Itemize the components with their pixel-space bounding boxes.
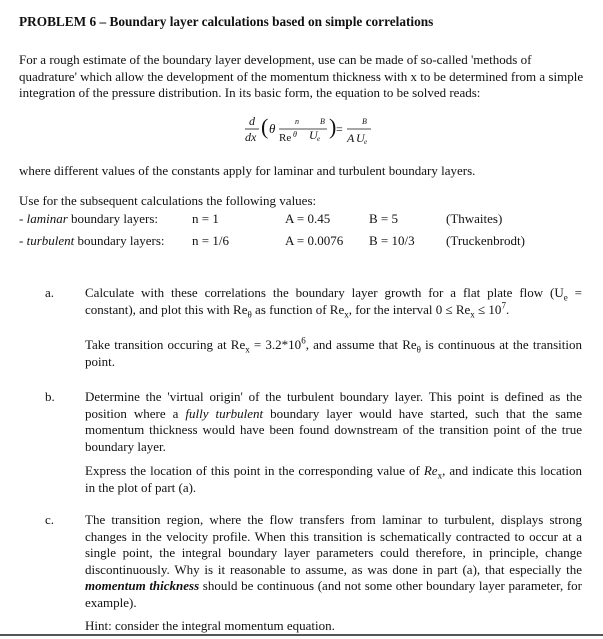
eq-right-paren: )	[329, 114, 337, 139]
item-b-paragraph-1: Determine the 'virtual origin' of the turbulent boundary layer. This point is defined as the position where a fully turbulent boundary layer would have started, such that the same momentum thickness would have been found downstream of the transition point of the true boundary layer.	[85, 389, 582, 454]
eq-d: d	[249, 114, 255, 128]
item-c-label: c.	[45, 512, 55, 527]
turbulent-b: B = 10/3	[369, 233, 415, 248]
eq-dx: dx	[245, 130, 257, 144]
eq-u: U	[309, 128, 318, 142]
turbulent-label: - turbulent boundary layers:	[19, 233, 165, 248]
problem-title: PROBLEM 6 – Boundary layer calculations based on simple correlations	[19, 14, 434, 29]
eq-rhs-u: U	[356, 131, 365, 145]
use-values-text: Use for the subsequent calculations the following values:	[19, 193, 317, 208]
item-a-paragraph-1: Calculate with these correlations the boundary layer growth for a flat plate flow ($U_e$ = constant), and plot this with $Re_\theta$ as function of $Re_x$, for the interval $0 \le Re_x \le 10^7$.	[85, 285, 582, 320]
turbulent-n: n = 1/6	[192, 233, 229, 248]
item-a-paragraph-2: Take transition occuring at $Re_x = 3.2*10^6$, and assume that $Re_\theta$ is continuous at the transition point.	[85, 335, 582, 369]
eq-theta-1: θ	[269, 121, 276, 136]
eq-u-sub: e	[317, 135, 321, 143]
turbulent-a: A = 0.0076	[285, 233, 344, 248]
turbulent-ref: (Truckenbrodt)	[446, 233, 525, 248]
eq-equals: =	[336, 122, 343, 136]
laminar-label: - laminar boundary layers:	[19, 211, 159, 226]
eq-n-sup: n	[295, 117, 299, 126]
eq-theta-sub: θ	[293, 130, 297, 139]
quadrature-equation	[243, 112, 373, 152]
eq-rhs-u-sub: e	[364, 138, 368, 146]
eq-b-sup: B	[320, 117, 325, 126]
item-b-label: b.	[45, 389, 55, 404]
laminar-ref: (Thwaites)	[446, 211, 503, 226]
item-c-hint: Hint: consider the integral momentum equation.	[85, 618, 335, 633]
eq-rhs-b: B	[362, 117, 367, 126]
laminar-n: n = 1	[192, 211, 219, 226]
eq-re: Re	[279, 132, 292, 144]
item-a-label: a.	[45, 285, 55, 300]
item-c-paragraph-1: The transition region, where the flow transfers from laminar to turbulent, displays strong changes in the velocity profile. When this transition is schematically contracted to occur at a single point, the integral boundary layer parameters could therefore, in principle, change discontinuously. Why is it reasonable to assume, as was done in part (a), that especially the momentum thickness should be continuous (and not some other boundary layer parameter, for example).	[85, 512, 582, 610]
after-equation-text: where different values of the constants apply for laminar and turbulent boundary layers.	[19, 163, 476, 178]
eq-left-paren: (	[261, 114, 269, 139]
laminar-a: A = 0.45	[285, 211, 331, 226]
page-bottom-rule	[0, 634, 603, 636]
item-b-paragraph-2: Express the location of this point in the corresponding value of $Re_x$, and indicate this location in the plot of part (a).	[85, 463, 582, 495]
laminar-b: B = 5	[369, 211, 399, 226]
intro-paragraph: For a rough estimate of the boundary layer development, use can be made of so-called 'methods of quadrature' which allow the development of the momentum thickness with x to be determined from a simple integration of the pressure distribution. In its basic form, the equation to be solved reads:	[19, 52, 584, 100]
eq-rhs-a: A	[347, 131, 355, 145]
